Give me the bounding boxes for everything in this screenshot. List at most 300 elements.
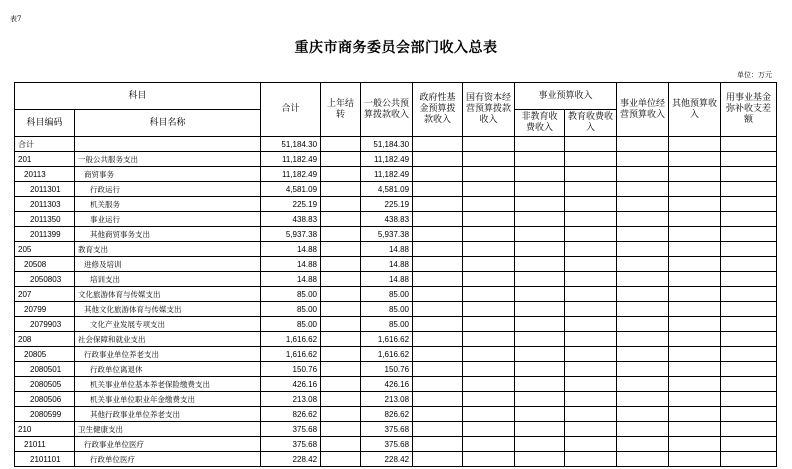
row-other-budget	[669, 407, 721, 422]
row-name: 事业运行	[75, 212, 261, 227]
row-surplus	[721, 422, 777, 437]
row-code: 2080506	[15, 392, 75, 407]
row-general-budget: 4,581.09	[361, 182, 413, 197]
table-row	[15, 332, 777, 347]
row-non-edu	[515, 392, 565, 407]
row-code: 20805	[15, 347, 75, 362]
row-general-budget: 11,182.49	[361, 152, 413, 167]
row-general-budget: 228.42	[361, 452, 413, 467]
row-gov-fund	[413, 272, 463, 287]
row-edu	[565, 287, 617, 302]
row-other-budget	[669, 287, 721, 302]
row-name: 行政运行	[75, 182, 261, 197]
row-surplus	[721, 227, 777, 242]
row-carryover	[321, 332, 361, 347]
row-name: 培训支出	[75, 272, 261, 287]
table-row	[15, 362, 777, 377]
row-state-capital	[463, 422, 515, 437]
row-name: 行政事业单位医疗	[75, 437, 261, 452]
table-row	[15, 137, 777, 152]
row-general-budget: 85.00	[361, 317, 413, 332]
row-state-capital	[463, 302, 515, 317]
row-total: 150.76	[261, 362, 321, 377]
row-carryover	[321, 347, 361, 362]
row-state-capital	[463, 212, 515, 227]
row-total: 11,182.49	[261, 152, 321, 167]
row-state-capital	[463, 437, 515, 452]
row-other-budget	[669, 347, 721, 362]
row-carryover	[321, 137, 361, 152]
row-unit-operating	[617, 242, 669, 257]
row-unit-operating	[617, 152, 669, 167]
row-general-budget: 14.88	[361, 272, 413, 287]
table-body	[15, 137, 777, 467]
row-name: 其他文化旅游体育与传媒支出	[75, 302, 261, 317]
row-unit-operating	[617, 452, 669, 467]
row-total: 225.19	[261, 197, 321, 212]
table-row	[15, 392, 777, 407]
row-other-budget	[669, 272, 721, 287]
header-gov-fund: 政府性基金预算拨款收入	[413, 83, 463, 137]
row-surplus	[721, 362, 777, 377]
row-edu	[565, 347, 617, 362]
row-other-budget	[669, 317, 721, 332]
row-unit-operating	[617, 332, 669, 347]
table-row	[15, 407, 777, 422]
row-non-edu	[515, 182, 565, 197]
row-carryover	[321, 227, 361, 242]
row-gov-fund	[413, 317, 463, 332]
table-row	[15, 242, 777, 257]
row-code: 207	[15, 287, 75, 302]
row-carryover	[321, 377, 361, 392]
table-row	[15, 272, 777, 287]
row-name: 商贸事务	[75, 167, 261, 182]
row-general-budget: 150.76	[361, 362, 413, 377]
row-unit-operating	[617, 287, 669, 302]
row-edu	[565, 407, 617, 422]
row-edu	[565, 452, 617, 467]
row-total: 51,184.30	[261, 137, 321, 152]
row-state-capital	[463, 242, 515, 257]
row-non-edu	[515, 452, 565, 467]
header-state-capital: 国有资本经营预算拨款收入	[463, 83, 515, 137]
row-edu	[565, 197, 617, 212]
row-total: 85.00	[261, 287, 321, 302]
row-total: 85.00	[261, 302, 321, 317]
row-general-budget: 14.88	[361, 257, 413, 272]
row-edu	[565, 437, 617, 452]
table-row	[15, 317, 777, 332]
row-gov-fund	[413, 242, 463, 257]
row-other-budget	[669, 422, 721, 437]
row-unit-operating	[617, 137, 669, 152]
row-general-budget: 426.16	[361, 377, 413, 392]
row-code: 205	[15, 242, 75, 257]
row-code: 20799	[15, 302, 75, 317]
row-state-capital	[463, 182, 515, 197]
row-state-capital	[463, 362, 515, 377]
row-carryover	[321, 197, 361, 212]
row-gov-fund	[413, 182, 463, 197]
row-edu	[565, 242, 617, 257]
row-total: 375.68	[261, 422, 321, 437]
row-surplus	[721, 152, 777, 167]
row-non-edu	[515, 257, 565, 272]
row-name: 文化旅游体育与传媒支出	[75, 287, 261, 302]
row-total: 375.68	[261, 437, 321, 452]
row-other-budget	[669, 257, 721, 272]
row-code: 20508	[15, 257, 75, 272]
row-edu	[565, 227, 617, 242]
row-general-budget: 1,616.62	[361, 332, 413, 347]
row-surplus	[721, 317, 777, 332]
row-carryover	[321, 317, 361, 332]
row-non-edu	[515, 422, 565, 437]
row-non-edu	[515, 197, 565, 212]
row-carryover	[321, 302, 361, 317]
row-non-edu	[515, 347, 565, 362]
row-other-budget	[669, 197, 721, 212]
row-gov-fund	[413, 362, 463, 377]
row-gov-fund	[413, 407, 463, 422]
row-surplus	[721, 407, 777, 422]
row-name	[75, 137, 261, 152]
row-other-budget	[669, 437, 721, 452]
row-surplus	[721, 287, 777, 302]
row-non-edu	[515, 137, 565, 152]
row-other-budget	[669, 167, 721, 182]
row-unit-operating	[617, 377, 669, 392]
table-row	[15, 197, 777, 212]
row-other-budget	[669, 362, 721, 377]
table-row	[15, 287, 777, 302]
row-gov-fund	[413, 392, 463, 407]
header-code: 科目编码	[15, 110, 75, 137]
row-gov-fund	[413, 332, 463, 347]
row-state-capital	[463, 452, 515, 467]
row-carryover	[321, 422, 361, 437]
row-surplus	[721, 392, 777, 407]
header-edu: 教育收费收入	[565, 110, 617, 137]
row-code: 2101101	[15, 452, 75, 467]
row-name: 进修及培训	[75, 257, 261, 272]
row-unit-operating	[617, 212, 669, 227]
row-code: 合计	[15, 137, 75, 152]
row-name: 机关事业单位基本养老保险缴费支出	[75, 377, 261, 392]
row-name: 其他商贸事务支出	[75, 227, 261, 242]
row-total: 14.88	[261, 257, 321, 272]
row-name: 行政单位医疗	[75, 452, 261, 467]
table-row	[15, 212, 777, 227]
header-business-budget: 事业预算收入	[515, 83, 617, 110]
row-edu	[565, 392, 617, 407]
row-name: 社会保障和就业支出	[75, 332, 261, 347]
row-unit-operating	[617, 227, 669, 242]
table-tag: 表7	[10, 15, 22, 23]
row-state-capital	[463, 167, 515, 182]
row-gov-fund	[413, 377, 463, 392]
row-other-budget	[669, 182, 721, 197]
row-non-edu	[515, 272, 565, 287]
row-other-budget	[669, 152, 721, 167]
row-carryover	[321, 167, 361, 182]
row-gov-fund	[413, 197, 463, 212]
row-gov-fund	[413, 152, 463, 167]
row-other-budget	[669, 212, 721, 227]
income-table	[14, 82, 777, 467]
row-name: 卫生健康支出	[75, 422, 261, 437]
row-other-budget	[669, 332, 721, 347]
row-non-edu	[515, 437, 565, 452]
row-total: 5,937.38	[261, 227, 321, 242]
row-general-budget: 85.00	[361, 302, 413, 317]
row-surplus	[721, 257, 777, 272]
row-edu	[565, 272, 617, 287]
row-name: 一般公共服务支出	[75, 152, 261, 167]
row-other-budget	[669, 452, 721, 467]
table-row	[15, 422, 777, 437]
row-general-budget: 213.08	[361, 392, 413, 407]
header-total: 合计	[261, 83, 321, 137]
row-total: 14.88	[261, 272, 321, 287]
row-state-capital	[463, 227, 515, 242]
row-unit-operating	[617, 422, 669, 437]
row-non-edu	[515, 317, 565, 332]
row-code: 210	[15, 422, 75, 437]
row-non-edu	[515, 332, 565, 347]
row-surplus	[721, 332, 777, 347]
row-state-capital	[463, 152, 515, 167]
row-total: 1,616.62	[261, 347, 321, 362]
row-total: 826.62	[261, 407, 321, 422]
row-code: 2080505	[15, 377, 75, 392]
header-name: 科目名称	[75, 110, 261, 137]
table-row	[15, 152, 777, 167]
row-non-edu	[515, 152, 565, 167]
row-code: 208	[15, 332, 75, 347]
row-code: 2011301	[15, 182, 75, 197]
header-subject: 科目	[15, 83, 261, 110]
row-gov-fund	[413, 257, 463, 272]
row-non-edu	[515, 377, 565, 392]
row-edu	[565, 137, 617, 152]
row-surplus	[721, 377, 777, 392]
row-surplus	[721, 137, 777, 152]
row-code: 2079903	[15, 317, 75, 332]
row-unit-operating	[617, 407, 669, 422]
row-code: 2080501	[15, 362, 75, 377]
row-gov-fund	[413, 227, 463, 242]
row-general-budget: 438.83	[361, 212, 413, 227]
row-total: 1,616.62	[261, 332, 321, 347]
row-unit-operating	[617, 167, 669, 182]
row-unit-operating	[617, 347, 669, 362]
row-edu	[565, 422, 617, 437]
row-code: 2050803	[15, 272, 75, 287]
row-non-edu	[515, 302, 565, 317]
row-edu	[565, 167, 617, 182]
row-name: 其他行政事业单位养老支出	[75, 407, 261, 422]
row-general-budget: 11,182.49	[361, 167, 413, 182]
row-carryover	[321, 362, 361, 377]
row-non-edu	[515, 227, 565, 242]
header-general-budget: 一般公共预算拨款收入	[361, 83, 413, 137]
table-row	[15, 302, 777, 317]
row-name: 机关事业单位职业年金缴费支出	[75, 392, 261, 407]
row-unit-operating	[617, 272, 669, 287]
header-surplus: 用事业基金弥补收支差额	[721, 83, 777, 137]
row-non-edu	[515, 407, 565, 422]
row-unit-operating	[617, 317, 669, 332]
row-state-capital	[463, 287, 515, 302]
row-other-budget	[669, 392, 721, 407]
row-general-budget: 225.19	[361, 197, 413, 212]
table-row	[15, 182, 777, 197]
table-row	[15, 227, 777, 242]
row-carryover	[321, 152, 361, 167]
row-code: 2011350	[15, 212, 75, 227]
row-non-edu	[515, 167, 565, 182]
unit-label: 单位：万元	[737, 71, 772, 79]
row-state-capital	[463, 137, 515, 152]
row-state-capital	[463, 257, 515, 272]
row-carryover	[321, 452, 361, 467]
row-general-budget: 51,184.30	[361, 137, 413, 152]
row-other-budget	[669, 377, 721, 392]
row-state-capital	[463, 332, 515, 347]
row-state-capital	[463, 347, 515, 362]
row-surplus	[721, 242, 777, 257]
row-surplus	[721, 452, 777, 467]
row-edu	[565, 152, 617, 167]
row-carryover	[321, 272, 361, 287]
row-total: 426.16	[261, 377, 321, 392]
row-carryover	[321, 407, 361, 422]
header-non-edu: 非教育收费收入	[515, 110, 565, 137]
row-general-budget: 375.68	[361, 437, 413, 452]
row-carryover	[321, 287, 361, 302]
header-unit-operating: 事业单位经营预算收入	[617, 83, 669, 137]
header-other-budget: 其他预算收入	[669, 83, 721, 137]
header-carryover: 上年结转	[321, 83, 361, 137]
row-surplus	[721, 437, 777, 452]
row-edu	[565, 302, 617, 317]
row-unit-operating	[617, 362, 669, 377]
row-edu	[565, 362, 617, 377]
row-carryover	[321, 242, 361, 257]
table-row	[15, 257, 777, 272]
row-edu	[565, 332, 617, 347]
row-state-capital	[463, 392, 515, 407]
row-state-capital	[463, 197, 515, 212]
row-non-edu	[515, 242, 565, 257]
row-gov-fund	[413, 137, 463, 152]
row-other-budget	[669, 137, 721, 152]
row-total: 85.00	[261, 317, 321, 332]
row-code: 21011	[15, 437, 75, 452]
row-total: 11,182.49	[261, 167, 321, 182]
table-row	[15, 347, 777, 362]
row-non-edu	[515, 287, 565, 302]
row-unit-operating	[617, 302, 669, 317]
row-general-budget: 375.68	[361, 422, 413, 437]
table-row	[15, 167, 777, 182]
row-other-budget	[669, 227, 721, 242]
row-total: 14.88	[261, 242, 321, 257]
row-general-budget: 85.00	[361, 287, 413, 302]
row-code: 2080599	[15, 407, 75, 422]
row-non-edu	[515, 212, 565, 227]
row-surplus	[721, 212, 777, 227]
row-edu	[565, 257, 617, 272]
row-other-budget	[669, 242, 721, 257]
row-total: 438.83	[261, 212, 321, 227]
row-name: 文化产业发展专项支出	[75, 317, 261, 332]
table-row	[15, 377, 777, 392]
row-code: 201	[15, 152, 75, 167]
row-carryover	[321, 392, 361, 407]
row-gov-fund	[413, 437, 463, 452]
row-unit-operating	[617, 182, 669, 197]
row-total: 4,581.09	[261, 182, 321, 197]
row-carryover	[321, 212, 361, 227]
row-non-edu	[515, 362, 565, 377]
row-unit-operating	[617, 437, 669, 452]
row-unit-operating	[617, 197, 669, 212]
row-other-budget	[669, 302, 721, 317]
row-unit-operating	[617, 392, 669, 407]
row-gov-fund	[413, 452, 463, 467]
row-code: 2011399	[15, 227, 75, 242]
row-gov-fund	[413, 287, 463, 302]
row-gov-fund	[413, 347, 463, 362]
row-unit-operating	[617, 257, 669, 272]
row-edu	[565, 212, 617, 227]
page-title: 重庆市商务委员会部门收入总表	[294, 40, 498, 56]
row-carryover	[321, 437, 361, 452]
row-general-budget: 14.88	[361, 242, 413, 257]
row-gov-fund	[413, 167, 463, 182]
row-general-budget: 826.62	[361, 407, 413, 422]
row-surplus	[721, 182, 777, 197]
row-surplus	[721, 197, 777, 212]
row-total: 213.08	[261, 392, 321, 407]
row-surplus	[721, 167, 777, 182]
row-state-capital	[463, 272, 515, 287]
row-state-capital	[463, 377, 515, 392]
row-carryover	[321, 182, 361, 197]
row-code: 20113	[15, 167, 75, 182]
table-row	[15, 452, 777, 467]
row-name: 教育支出	[75, 242, 261, 257]
row-gov-fund	[413, 422, 463, 437]
row-name: 机关服务	[75, 197, 261, 212]
table-row	[15, 437, 777, 452]
row-edu	[565, 182, 617, 197]
row-surplus	[721, 347, 777, 362]
row-code: 2011303	[15, 197, 75, 212]
row-state-capital	[463, 317, 515, 332]
row-surplus	[721, 302, 777, 317]
row-state-capital	[463, 407, 515, 422]
row-name: 行政事业单位养老支出	[75, 347, 261, 362]
row-total: 228.42	[261, 452, 321, 467]
row-gov-fund	[413, 302, 463, 317]
row-carryover	[321, 257, 361, 272]
row-gov-fund	[413, 212, 463, 227]
row-surplus	[721, 272, 777, 287]
